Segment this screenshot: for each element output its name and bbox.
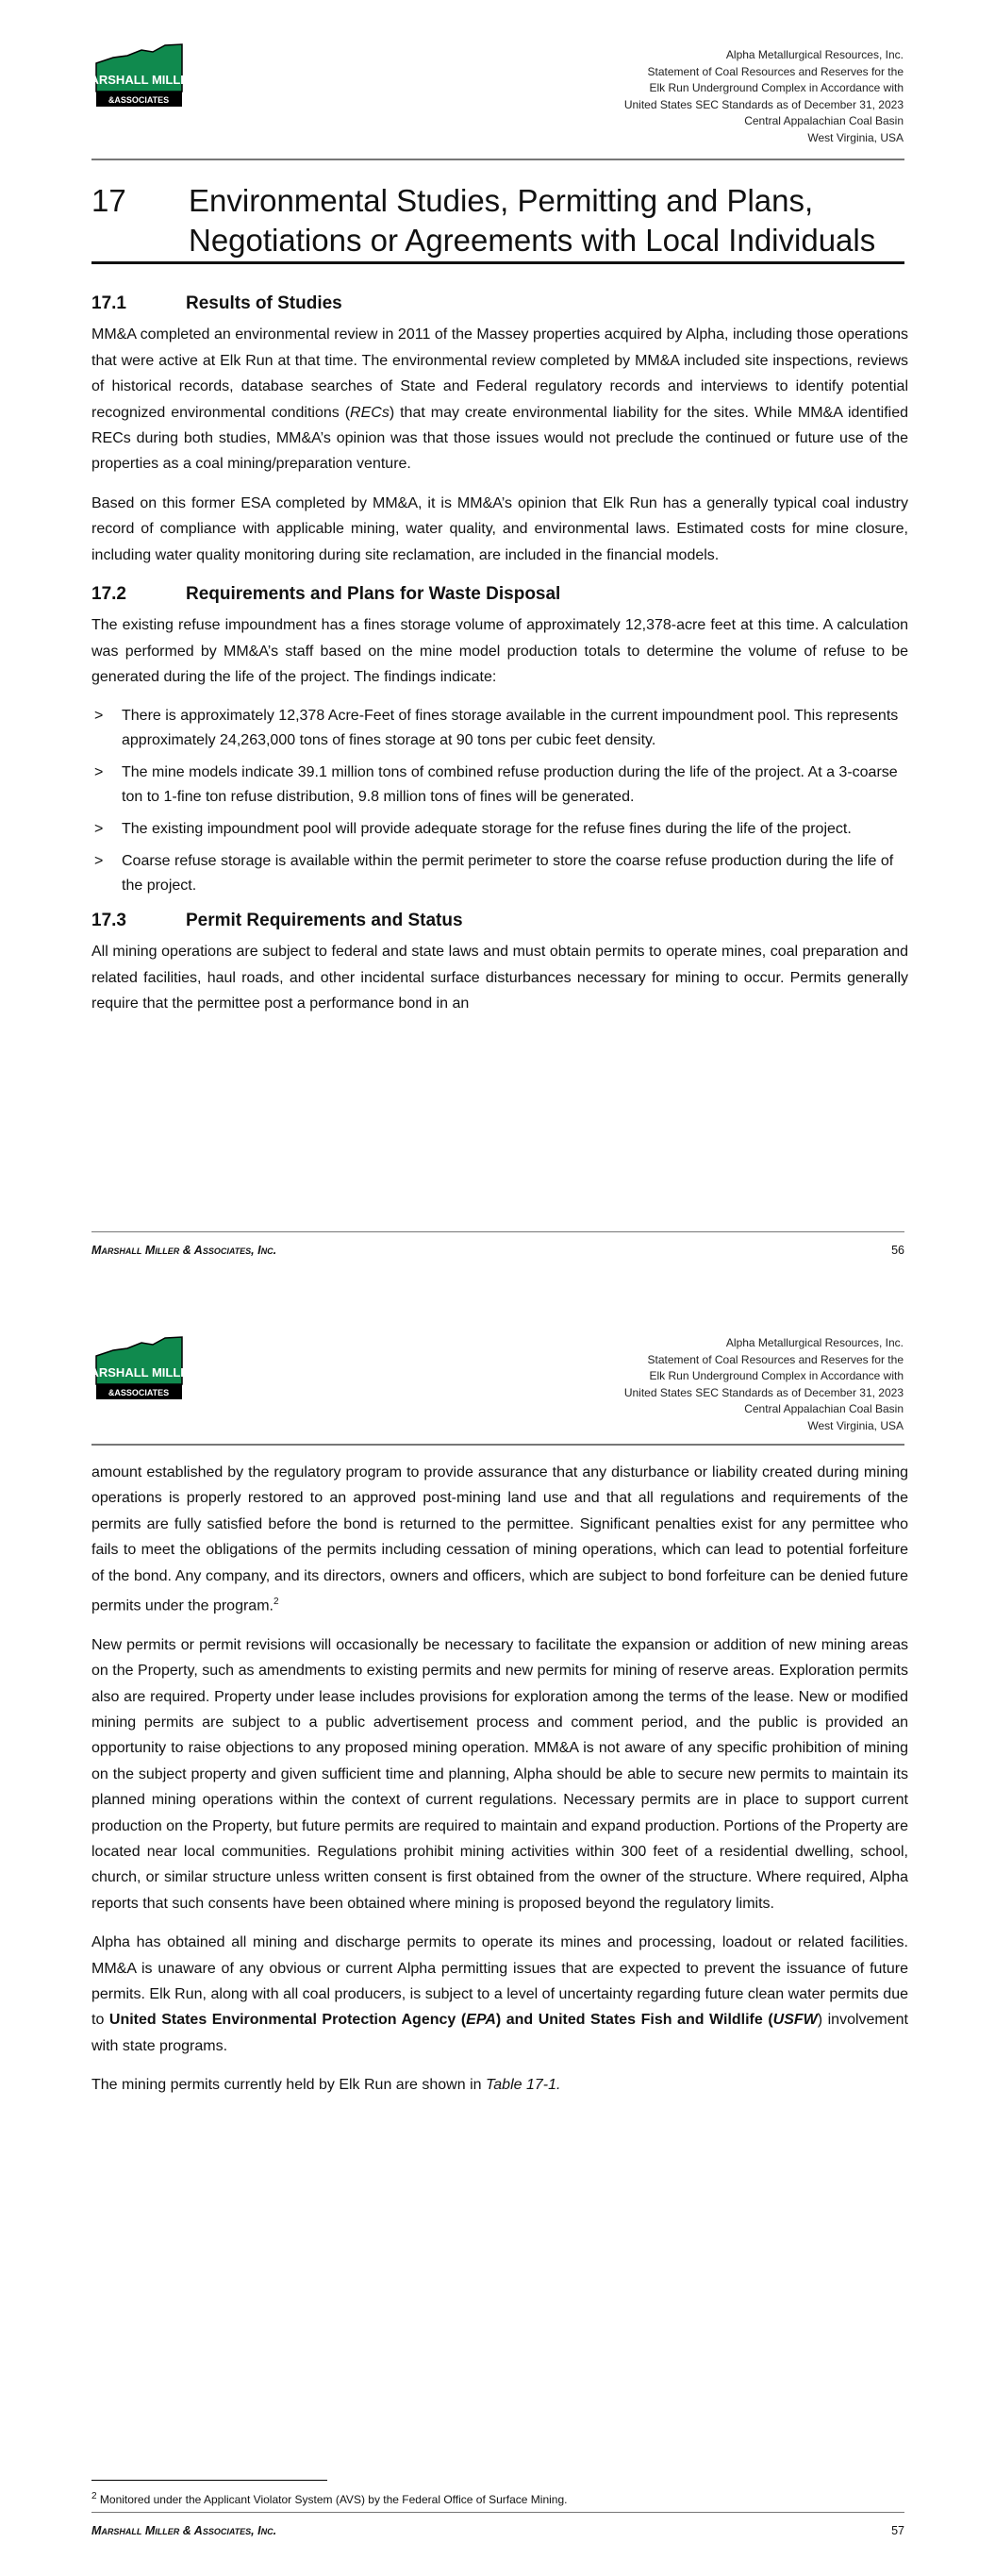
header-line: United States SEC Standards as of December 31, 2023: [623, 1385, 904, 1399]
text: United States Environmental Protection Agency: [108, 2012, 456, 2029]
svg-text:&ASSOCIATES: &ASSOCIATES: [108, 95, 170, 105]
text: Alpha has obtained all mining and discharge permits to operate its mines and processing, loadout or related facilities. MM&A is unaware of any obvious or current Alpha permitting issues that are expected to prevent the issuance of future permits. Elk Run, along with all coal producers, is subject to a level of uncertainty regarding future clean water permits due to: [91, 1934, 908, 2029]
bullet-item: [91, 817, 908, 842]
subsection-number: 17.1: [91, 293, 126, 313]
svg-text:&ASSOCIATES: &ASSOCIATES: [108, 1388, 170, 1397]
subsection-title: Requirements and Plans for Waste Disposal: [186, 584, 561, 605]
header-line: Alpha Metallurgical Resources, Inc.: [725, 48, 904, 61]
text: amount established by the regulatory program to provide assurance that any disturbance or liability created during mining operations is properly restored to an approved post-mining land use and that all regulations and requirements of the permits are fully satisfied before the bond is returned to the permittee. Significant penalties exist for any permittee who fails to meet the obligations of the permits including cessation of mining operations, which can lead to potential forfeiture of the bond. Any company, and its directors, owners and officers, which are subject to bond forfeiture can be denied future permits under the program.: [91, 1464, 908, 1614]
header-divider: [91, 1444, 904, 1446]
heading-divider: [91, 261, 904, 264]
bullet-item: [91, 849, 908, 898]
bullet-item: [91, 704, 908, 753]
header-line: West Virginia, USA: [807, 1418, 904, 1432]
bullet-marker: >: [94, 707, 104, 724]
page-body: [91, 281, 908, 1029]
footer-divider: [91, 2512, 904, 2513]
document-header: [624, 47, 904, 146]
section-heading: [91, 181, 904, 260]
header-line: Statement of Coal Resources and Reserves for the: [647, 1352, 904, 1366]
footer-company: Marshall Miller & Associates, Inc.: [91, 1244, 277, 1257]
header-line: United States SEC Standards as of December 31, 2023: [623, 97, 904, 111]
page-footer: [91, 1244, 904, 1257]
text: MM&A completed an environmental review in 2011 of the Massey properties acquired by Alpha, including those operations that were active at Elk Run at that time. The environmental review completed by MM&A included site inspections, reviews of historical records, database searches of State and Federal regulatory records and interviews to identify potential recognized environmental conditions (: [91, 326, 908, 421]
footnote-text: Monitored under the Applicant Violator System (AVS) by the Federal Office of Surface Mining.: [99, 2493, 568, 2506]
subsection-number: 17.3: [91, 910, 126, 930]
page-57: [0, 1288, 995, 2576]
footnote: [91, 2491, 568, 2506]
text: (: [762, 2012, 773, 2029]
bullet-marker: >: [94, 763, 104, 780]
subsection-heading: [91, 908, 908, 933]
header-line: West Virginia, USA: [807, 130, 904, 144]
table-reference[interactable]: Table 17-1.: [485, 2077, 561, 2094]
text: RECs: [350, 404, 390, 421]
text: (: [456, 2012, 467, 2029]
text: ) that may create environmental liability for the sites. While MM&A identified RECs during both studies, MM&A’s opinion was that those issues would not preclude the continued or future use of the properties as a coal mining/preparation venture.: [91, 404, 909, 473]
text: EPA: [466, 2012, 496, 2029]
paragraph: [91, 2072, 908, 2098]
paragraph: All mining operations are subject to federal and state laws and must obtain permits to operate mines, coal preparation and related facilities, haul roads, and other incidental surface disturbances necessary for mining to occur. Permits generally require that the permittee post a performance bond in an: [91, 944, 908, 1012]
footnote-reference[interactable]: 2: [273, 1597, 279, 1608]
page-footer: [91, 2524, 904, 2537]
text: USFW: [772, 2012, 818, 2029]
page-number: 56: [891, 1244, 904, 1257]
subsection-number: 17.2: [91, 584, 126, 605]
bullet-text: The existing impoundment pool will provide adequate storage for the refuse fines during the life of the project.: [122, 820, 852, 837]
subsection-heading: [91, 291, 908, 316]
page-body: [91, 1460, 908, 2112]
subsection-title: Results of Studies: [186, 293, 342, 313]
bullet-text: There is approximately 12,378 Acre-Feet of fines storage available in the current impoundment pool. This represents approximately 24,263,000 tons of fines storage at 90 tons per cubic feet density.: [122, 707, 899, 748]
footer-divider: [91, 1231, 904, 1232]
svg-text:MARSHALL MILLER: MARSHALL MILLER: [79, 73, 198, 87]
text: United States Fish and Wildlife: [538, 2012, 763, 2029]
header-divider: [91, 159, 904, 160]
paragraph: [91, 322, 908, 477]
footnote-divider: [91, 2480, 327, 2481]
company-logo: [79, 1335, 198, 1401]
page-number: 57: [891, 2524, 904, 2537]
bullet-marker: >: [94, 820, 104, 837]
paragraph: [91, 1460, 908, 1619]
footer-company: Marshall Miller & Associates, Inc.: [91, 2524, 277, 2537]
text: The mining permits currently held by Elk Run are shown in: [91, 2077, 486, 2094]
subsection-title: Permit Requirements and Status: [186, 910, 463, 930]
bullet-text: Coarse refuse storage is available within the permit perimeter to store the coarse refuse production during the life of the project.: [122, 852, 894, 894]
company-logo: [79, 42, 198, 109]
paragraph: New permits or permit revisions will occasionally be necessary to facilitate the expansion or addition of new mining areas on the Property, such as amendments to existing permits and new permits for mining of reserve areas. Exploration permits also are required. Property under lease includes provisions for exploration among the terms of the lease. New or modified mining permits are subject to a public advertisement process and comment period, and the public is provided an opportunity to raise objections to any proposed mining operation. MM&A is not aware of any specific prohibition of mining on the subject property and given sufficient time and planning, Alpha should be able to secure new permits to maintain its planned mining operations within the context of current regulations. Necessary permits are in place to support current production on the Property, but future permits are required to maintain and expand production. Portions of the Property are located near local communities. Regulations prohibit mining activities within 300 feet of a residential dwelling, school, church, or similar structure unless written consent is first obtained from the owner of the structure. Where required, Alpha reports that such consents have been obtained where mining is proposed beyond the regulatory limits.: [91, 1636, 908, 1912]
bullet-marker: >: [94, 852, 104, 869]
header-line: Elk Run Underground Complex in Accordance with: [649, 1369, 904, 1382]
section-title: Environmental Studies, Permitting and Plans, Negotiations or Agreements with Local Individuals: [189, 183, 876, 258]
footnote-number: 2: [91, 2491, 97, 2501]
header-line: Alpha Metallurgical Resources, Inc.: [725, 1336, 904, 1349]
header-line: Statement of Coal Resources and Reserves for the: [647, 64, 904, 78]
bullet-text: The mine models indicate 39.1 million tons of combined refuse production during the life of the project. At a 3-coarse ton to 1-fine ton refuse distribution, 9.8 million tons of fines will be generated.: [122, 763, 898, 805]
section-number: 17: [91, 183, 126, 218]
text: ) and: [495, 2012, 539, 2029]
header-line: Elk Run Underground Complex in Accordance with: [649, 81, 904, 94]
subsection-heading: [91, 581, 908, 607]
bullet-item: [91, 761, 908, 810]
document-header: [624, 1335, 904, 1434]
header-line: Central Appalachian Coal Basin: [744, 1402, 904, 1415]
svg-text:MARSHALL MILLER: MARSHALL MILLER: [79, 1365, 198, 1380]
text: ) involvement with state programs.: [91, 2012, 909, 2054]
paragraph: Based on this former ESA completed by MM&A, it is MM&A’s opinion that Elk Run has a generally typical coal industry record of compliance with applicable mining, water quality, and environmental laws. Estimated costs for mine closure, including water quality monitoring during site reclamation, are included in the financial models.: [91, 494, 908, 563]
paragraph: The existing refuse impoundment has a fines storage volume of approximately 12,378-acre feet at this time. A calculation was performed by MM&A’s staff based on the mine model production totals to determine the volume of refuse to be generated during the life of the project. The findings indicate:: [91, 617, 908, 686]
header-line: Central Appalachian Coal Basin: [744, 114, 904, 127]
paragraph: [91, 1930, 908, 2059]
